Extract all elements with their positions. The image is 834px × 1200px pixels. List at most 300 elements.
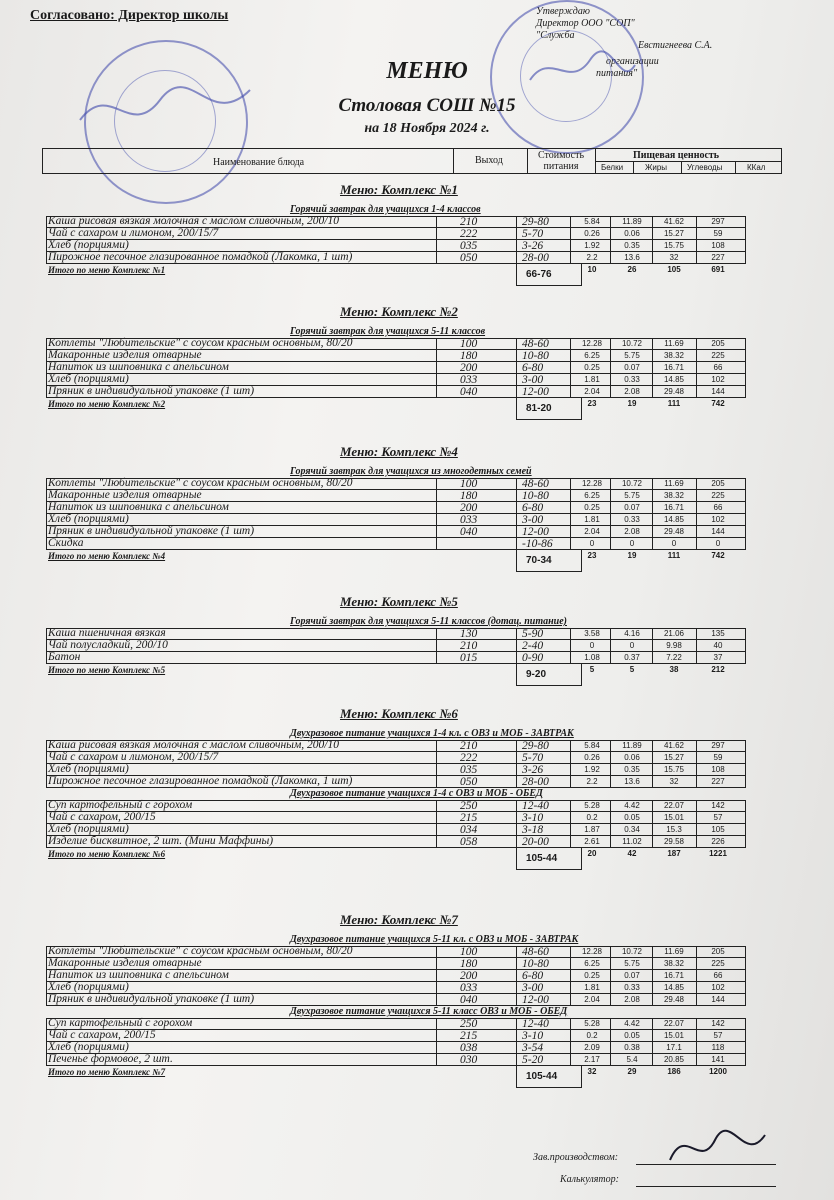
nutrition-f: 0.33: [624, 515, 640, 524]
nutrition-p: 2.2: [586, 777, 598, 786]
dish-name: Хлеб (порциями): [48, 823, 129, 835]
nutrition-p: 6.25: [584, 351, 600, 360]
nutrition-p: 0.25: [584, 363, 600, 372]
total-nutrition-f: 19: [627, 399, 637, 408]
total-nutrition-f: 19: [627, 551, 637, 560]
dish-name: Печенье формовое, 2 шт.: [48, 1053, 173, 1065]
nutrition-k: 226: [711, 837, 725, 846]
nutrition-f: 4.42: [624, 1019, 640, 1028]
col-fats: Жиры: [645, 163, 668, 172]
section-title: Меню: Комплекс №1: [340, 182, 458, 197]
dish-output: 180: [460, 350, 478, 362]
total-nutrition-f: 5: [629, 665, 635, 674]
col-kcal: ККал: [747, 163, 766, 172]
nutrition-f: 0.06: [624, 753, 640, 762]
dish-cost: 3-00: [522, 982, 544, 994]
total-nutrition-f: 42: [627, 849, 637, 858]
dish-output: 200: [460, 502, 478, 514]
nutrition-c: 14.85: [663, 515, 685, 524]
group-subtitle: Двухразовое питание учащихся 1-4 кл. с ОВЗ и МОБ - ЗАВТРАК: [290, 728, 574, 739]
dish-cost: 0-90: [522, 652, 544, 664]
dish-output: 180: [460, 958, 478, 970]
nutrition-c: 14.85: [663, 375, 685, 384]
nutrition-p: 1.92: [584, 765, 600, 774]
nutrition-k: 225: [711, 491, 725, 500]
col-output: Выход: [475, 155, 503, 166]
dish-name: Изделие бисквитное, 2 шт. (Мини Маффины): [48, 835, 274, 847]
nutrition-k: 144: [711, 995, 725, 1004]
section-title: Меню: Комплекс №2: [340, 304, 458, 319]
nutrition-p: 1.81: [584, 375, 600, 384]
nutrition-k: 227: [711, 253, 725, 262]
nutrition-c: 41.62: [663, 217, 685, 226]
nutrition-k: 297: [711, 217, 725, 226]
total-nutrition-p: 20: [587, 849, 597, 858]
dish-name: Хлеб (порциями): [48, 373, 129, 385]
dish-output: 100: [460, 478, 478, 490]
dish-output: 250: [460, 800, 478, 812]
page-title: МЕНЮ: [386, 58, 468, 84]
nutrition-c: 29.48: [663, 995, 685, 1004]
nutrition-f: 0.07: [624, 971, 640, 980]
nutrition-p: 0.25: [584, 503, 600, 512]
group-table-frame: [46, 740, 746, 788]
dish-name: Напиток из шиповника с апельсином: [48, 361, 229, 373]
section-title: Меню: Комплекс №5: [340, 594, 458, 609]
nutrition-f: 0.07: [624, 363, 640, 372]
dish-name: Хлеб (порциями): [48, 763, 129, 775]
dish-output: 222: [460, 228, 478, 240]
dish-name: Чай с сахаром и лимоном, 200/15/7: [48, 227, 219, 239]
dish-cost: 48-60: [522, 478, 549, 490]
menu-date: на 18 Ноября 2024 г.: [364, 121, 490, 136]
dish-name: Пирожное песочное глазированное помадкой (Лакомка, 1 шт): [48, 251, 353, 263]
dish-name: Пряник в индивидуальной упаковке (1 шт): [48, 385, 255, 397]
dish-output: 050: [460, 252, 478, 264]
dish-cost: 3-26: [522, 764, 544, 776]
dish-name: Хлеб (порциями): [48, 239, 129, 251]
nutrition-p: 0: [589, 641, 595, 650]
nutrition-c: 29.48: [663, 387, 685, 396]
group-subtitle: Горячий завтрак для учащихся 1-4 классов: [290, 204, 481, 215]
total-nutrition-c: 187: [667, 849, 681, 858]
total-label: Итого по меню Комплекс №4: [48, 551, 166, 561]
group-subtitle: Горячий завтрак для учащихся из многодетных семей: [290, 466, 532, 477]
dish-cost: 2-40: [522, 640, 544, 652]
nutrition-p: 6.25: [584, 491, 600, 500]
nutrition-f: 11.02: [622, 837, 642, 846]
nutrition-k: 205: [711, 339, 725, 348]
nutrition-f: 10.72: [621, 339, 643, 348]
nutrition-c: 15.27: [663, 229, 685, 238]
nutrition-f: 0.35: [624, 765, 640, 774]
nutrition-p: 1.08: [584, 653, 600, 662]
nutrition-f: 0.33: [624, 375, 640, 384]
dish-output: 215: [460, 812, 478, 824]
nutrition-p: 6.25: [584, 959, 600, 968]
dish-cost: -10-86: [522, 538, 553, 550]
total-nutrition-k: 691: [711, 265, 725, 274]
nutrition-c: 21.06: [663, 629, 685, 638]
nutrition-f: 0.05: [624, 813, 640, 822]
group-subtitle: Двухразовое питание учащихся 5-11 кл. с ОВЗ и МОБ - ЗАВТРАК: [290, 934, 579, 945]
nutrition-k: 102: [711, 515, 725, 524]
total-nutrition-k: 742: [711, 551, 725, 560]
nutrition-p: 1.81: [584, 515, 600, 524]
dish-output: 033: [460, 374, 478, 386]
nutrition-f: 5.75: [624, 959, 640, 968]
nutrition-k: 108: [711, 765, 725, 774]
dish-output: 033: [460, 982, 478, 994]
dish-cost: 3-10: [522, 812, 544, 824]
nutrition-k: 144: [711, 527, 725, 536]
nutrition-c: 16.71: [663, 503, 685, 512]
col-carbs: Углеводы: [687, 163, 723, 172]
total-label: Итого по меню Комплекс №2: [48, 399, 166, 409]
dish-cost: 3-10: [522, 1030, 544, 1042]
nutrition-f: 10.72: [621, 479, 643, 488]
nutrition-k: 141: [711, 1055, 725, 1064]
dish-output: 040: [460, 994, 478, 1006]
group-subtitle: Двухразовое питание учащихся 5-11 класс ОВЗ и МОБ - ОБЕД: [290, 1006, 568, 1017]
total-nutrition-k: 742: [711, 399, 725, 408]
dish-cost: 6-80: [522, 970, 544, 982]
group-table-frame: [46, 478, 746, 550]
dish-output: 033: [460, 514, 478, 526]
total-nutrition-c: 186: [667, 1067, 681, 1076]
dish-cost: 12-00: [522, 386, 549, 398]
nutrition-p: 1.87: [584, 825, 600, 834]
dish-cost: 5-70: [522, 228, 544, 240]
nutrition-f: 0: [629, 539, 635, 548]
dish-cost: 48-60: [522, 946, 549, 958]
total-nutrition-f: 26: [627, 265, 637, 274]
nutrition-k: 118: [711, 1043, 725, 1052]
nutrition-p: 5.28: [584, 1019, 600, 1028]
nutrition-f: 0: [629, 641, 635, 650]
dish-output: 040: [460, 386, 478, 398]
nutrition-f: 2.08: [624, 387, 640, 396]
dish-cost: 10-80: [522, 350, 549, 362]
nutrition-p: 3.58: [584, 629, 600, 638]
group-subtitle: Горячий завтрак для учащихся 5-11 классов (дотац. питание): [290, 616, 567, 627]
dish-name: Макаронные изделия отварные: [48, 349, 202, 361]
nutrition-f: 0.37: [624, 653, 640, 662]
total-label: Итого по меню Комплекс №7: [48, 1067, 166, 1077]
dish-cost: 6-80: [522, 362, 544, 374]
dish-output: 250: [460, 1018, 478, 1030]
nutrition-c: 11.69: [664, 947, 684, 956]
dish-cost: 10-80: [522, 958, 549, 970]
nutrition-k: 135: [711, 629, 725, 638]
nutrition-p: 12.28: [581, 479, 603, 488]
dish-cost: 3-00: [522, 374, 544, 386]
dish-output: 015: [460, 652, 478, 664]
dish-cost: 3-54: [522, 1042, 544, 1054]
dish-name: Хлеб (порциями): [48, 513, 129, 525]
signature-production: [660, 1120, 770, 1180]
total-cost: 105-44: [526, 853, 558, 864]
total-cost: 105-44: [526, 1071, 558, 1082]
nutrition-k: 227: [711, 777, 725, 786]
nutrition-k: 102: [711, 375, 725, 384]
dish-output: 030: [460, 1054, 478, 1066]
total-nutrition-c: 38: [669, 665, 679, 674]
dish-name: Батон: [48, 651, 81, 663]
nutrition-c: 17.1: [666, 1043, 682, 1052]
nutrition-p: 2.17: [584, 1055, 600, 1064]
dish-output: 050: [460, 776, 478, 788]
nutrition-p: 2.2: [586, 253, 598, 262]
nutrition-c: 38.32: [663, 491, 685, 500]
nutrition-k: 225: [711, 959, 725, 968]
col-name: Наименование блюда: [213, 157, 305, 168]
nutrition-k: 105: [711, 825, 725, 834]
dish-cost: 29-80: [522, 216, 549, 228]
group-table-frame: [46, 338, 746, 398]
dish-name: Макаронные изделия отварные: [48, 489, 202, 501]
nutrition-k: 108: [711, 241, 725, 250]
total-nutrition-p: 10: [587, 265, 597, 274]
approval-left: Согласовано: Директор школы: [30, 8, 229, 23]
nutrition-c: 15.75: [663, 241, 685, 250]
total-nutrition-c: 111: [667, 399, 681, 408]
total-nutrition-c: 111: [667, 551, 681, 560]
nutrition-p: 2.09: [584, 1043, 600, 1052]
nutrition-k: 297: [711, 741, 725, 750]
nutrition-f: 2.08: [624, 995, 640, 1004]
col-cost: Стоимость питания: [537, 150, 585, 172]
nutrition-c: 16.71: [663, 363, 685, 372]
nutrition-k: 225: [711, 351, 725, 360]
dish-output: 222: [460, 752, 478, 764]
total-cost: 66-76: [526, 269, 552, 280]
section-title: Меню: Комплекс №6: [340, 706, 458, 721]
nutrition-k: 59: [713, 753, 723, 762]
nutrition-f: 13.6: [624, 777, 640, 786]
dish-output: 200: [460, 362, 478, 374]
dish-name: Котлеты "Любительские" с соусом красным основным, 80/20: [48, 337, 353, 349]
dish-output: 130: [460, 628, 478, 640]
nutrition-k: 40: [713, 641, 723, 650]
group-subtitle: Двухразовое питание учащихся 1-4 с ОВЗ и МОБ - ОБЕД: [290, 788, 543, 799]
nutrition-f: 5.75: [624, 491, 640, 500]
nutrition-f: 4.42: [624, 801, 640, 810]
dish-name: Котлеты "Любительские" с соусом красным основным, 80/20: [48, 945, 353, 957]
nutrition-p: 0: [589, 539, 595, 548]
nutrition-p: 0.2: [586, 813, 598, 822]
dish-output: 038: [460, 1042, 478, 1054]
nutrition-c: 7.22: [666, 653, 682, 662]
dish-name: Пирожное песочное глазированное помадкой (Лакомка, 1 шт): [48, 775, 353, 787]
dish-name: Пряник в индивидуальной упаковке (1 шт): [48, 525, 255, 537]
total-nutrition-k: 1200: [709, 1067, 727, 1076]
total-cost: 9-20: [526, 669, 547, 680]
nutrition-p: 0.25: [584, 971, 600, 980]
nutrition-c: 0: [671, 539, 677, 548]
nutrition-c: 15.01: [663, 813, 685, 822]
nutrition-k: 66: [713, 971, 723, 980]
nutrition-f: 11.89: [622, 217, 642, 226]
column-header: [42, 148, 782, 174]
dish-cost: 3-18: [522, 824, 544, 836]
dish-name: Чай с сахаром, 200/15: [48, 1029, 156, 1041]
dish-output: 200: [460, 970, 478, 982]
nutrition-c: 15.3: [666, 825, 682, 834]
dish-output: 035: [460, 764, 478, 776]
nutrition-f: 0.35: [624, 241, 640, 250]
nutrition-p: 12.28: [581, 339, 603, 348]
nutrition-f: 10.72: [621, 947, 643, 956]
nutrition-p: 12.28: [581, 947, 603, 956]
dish-cost: 5-70: [522, 752, 544, 764]
dish-output: 058: [460, 836, 478, 848]
nutrition-k: 57: [713, 1031, 723, 1040]
dish-name: Каша рисовая вязкая молочная с маслом сливочным, 200/10: [48, 739, 339, 751]
dish-name: Пряник в индивидуальной упаковке (1 шт): [48, 993, 255, 1005]
dish-name: Макаронные изделия отварные: [48, 957, 202, 969]
col-proteins: Белки: [601, 163, 624, 172]
nutrition-p: 5.84: [584, 741, 600, 750]
dish-cost: 3-00: [522, 514, 544, 526]
approval-line: Директор ООО "СОП": [536, 18, 635, 29]
group-table-frame: [46, 800, 746, 848]
dish-name: Скидка: [48, 537, 84, 549]
nutrition-p: 2.04: [584, 387, 600, 396]
nutrition-p: 2.04: [584, 527, 600, 536]
section-title: Меню: Комплекс №7: [340, 912, 458, 927]
group-table-frame: [46, 628, 746, 664]
nutrition-c: 16.71: [663, 971, 685, 980]
dish-name: Каша рисовая вязкая молочная с маслом сливочным, 200/10: [48, 215, 339, 227]
total-nutrition-p: 5: [589, 665, 595, 674]
dish-name: Котлеты "Любительские" с соусом красным основным, 80/20: [48, 477, 353, 489]
footer-calculator: Калькулятор:: [560, 1174, 619, 1185]
nutrition-p: 0.26: [584, 229, 600, 238]
total-nutrition-k: 212: [711, 665, 725, 674]
dish-output: 210: [460, 640, 478, 652]
dish-output: 210: [460, 740, 478, 752]
total-label: Итого по меню Комплекс №6: [48, 849, 166, 859]
nutrition-k: 57: [713, 813, 723, 822]
total-label: Итого по меню Комплекс №1: [48, 265, 166, 275]
nutrition-c: 38.32: [663, 959, 685, 968]
dish-cost: 12-40: [522, 1018, 549, 1030]
approval-line: Утверждаю: [536, 6, 590, 17]
approval-line: "Служба: [536, 30, 575, 41]
nutrition-f: 13.6: [624, 253, 640, 262]
group-table-frame: [46, 216, 746, 264]
dish-cost: 48-60: [522, 338, 549, 350]
nutrition-c: 14.85: [663, 983, 685, 992]
nutrition-p: 5.28: [584, 801, 600, 810]
nutrition-c: 32: [669, 253, 679, 262]
nutrition-p: 2.04: [584, 995, 600, 1004]
nutrition-k: 142: [711, 801, 725, 810]
total-nutrition-k: 1221: [709, 849, 727, 858]
nutrition-f: 4.16: [624, 629, 640, 638]
dish-output: 100: [460, 946, 478, 958]
nutrition-c: 9.98: [666, 641, 682, 650]
dish-output: 040: [460, 526, 478, 538]
dish-name: Хлеб (порциями): [48, 1041, 129, 1053]
total-cost: 70-34: [526, 555, 552, 566]
dish-cost: 12-00: [522, 526, 549, 538]
dish-output: 215: [460, 1030, 478, 1042]
nutrition-f: 0.07: [624, 503, 640, 512]
nutrition-k: 66: [713, 503, 723, 512]
approval-line: питания": [596, 68, 638, 79]
nutrition-p: 2.61: [584, 837, 600, 846]
dish-output: 035: [460, 240, 478, 252]
dish-cost: 28-00: [522, 776, 549, 788]
dish-cost: 6-80: [522, 502, 544, 514]
dish-name: Суп картофельный с горохом: [48, 1017, 193, 1029]
nutrition-c: 22.07: [663, 801, 685, 810]
dish-cost: 10-80: [522, 490, 549, 502]
nutrition-p: 0.26: [584, 753, 600, 762]
col-nutrition: Пищевая ценность: [633, 150, 720, 161]
nutrition-k: 205: [711, 947, 725, 956]
dish-name: Суп картофельный с горохом: [48, 799, 193, 811]
nutrition-k: 205: [711, 479, 725, 488]
nutrition-c: 15.27: [663, 753, 685, 762]
dish-cost: 5-20: [522, 1054, 544, 1066]
nutrition-c: 29.48: [663, 527, 685, 536]
nutrition-c: 38.32: [663, 351, 685, 360]
nutrition-c: 20.85: [663, 1055, 685, 1064]
nutrition-f: 0.34: [624, 825, 640, 834]
dish-name: Напиток из шиповника с апельсином: [48, 969, 229, 981]
nutrition-f: 0.38: [624, 1043, 640, 1052]
nutrition-c: 15.75: [663, 765, 685, 774]
dish-cost: 3-26: [522, 240, 544, 252]
nutrition-f: 11.89: [622, 741, 642, 750]
dish-cost: 28-00: [522, 252, 549, 264]
nutrition-k: 102: [711, 983, 725, 992]
dish-cost: 5-90: [522, 628, 544, 640]
nutrition-c: 32: [669, 777, 679, 786]
total-cost: 81-20: [526, 403, 552, 414]
dish-name: Хлеб (порциями): [48, 981, 129, 993]
dish-output: 210: [460, 216, 478, 228]
nutrition-c: 41.62: [663, 741, 685, 750]
nutrition-f: 5.75: [624, 351, 640, 360]
group-subtitle: Горячий завтрак для учащихся 5-11 классов: [290, 326, 486, 337]
nutrition-f: 0.33: [624, 983, 640, 992]
nutrition-f: 2.08: [624, 527, 640, 536]
page-subtitle: Столовая СОШ №15: [338, 95, 516, 116]
nutrition-p: 5.84: [584, 217, 600, 226]
nutrition-k: 142: [711, 1019, 725, 1028]
approval-name: Евстигнеева С.А.: [638, 40, 713, 51]
total-nutrition-p: 32: [587, 1067, 597, 1076]
dish-cost: 12-00: [522, 994, 549, 1006]
dish-name: Чай с сахаром, 200/15: [48, 811, 156, 823]
approval-line: организации: [606, 56, 659, 67]
nutrition-p: 1.81: [584, 983, 600, 992]
nutrition-f: 0.05: [624, 1031, 640, 1040]
total-nutrition-p: 23: [587, 399, 597, 408]
nutrition-c: 15.01: [663, 1031, 685, 1040]
nutrition-k: 66: [713, 363, 723, 372]
section-title: Меню: Комплекс №4: [340, 444, 458, 459]
total-nutrition-p: 23: [587, 551, 597, 560]
dish-name: Чай с сахаром и лимоном, 200/15/7: [48, 751, 219, 763]
group-table-frame: [46, 1018, 746, 1066]
dish-output: 034: [460, 824, 478, 836]
total-label: Итого по меню Комплекс №5: [48, 665, 166, 675]
